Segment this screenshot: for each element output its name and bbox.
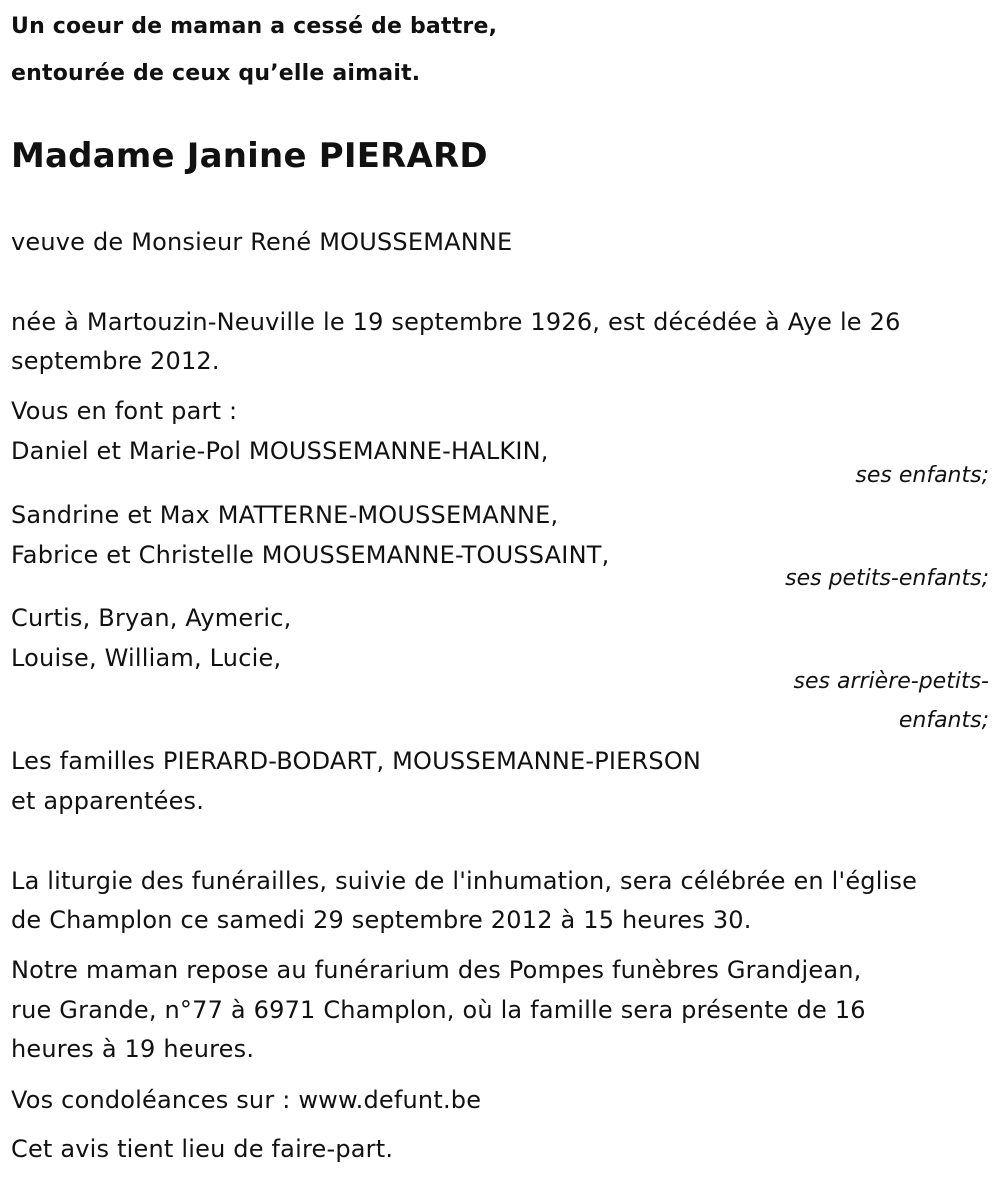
closing-line: Cet avis tient lieu de faire-part. — [11, 1135, 394, 1163]
families-line-1: Les familles PIERARD-BODART, MOUSSEMANNE-PIERSON — [11, 747, 702, 775]
families-line-2: et apparentées. — [11, 787, 205, 815]
great-grandchildren-role-1: ses arrière-petits- — [793, 669, 989, 694]
grandchildren-line-1: Sandrine et Max MATTERNE-MOUSSEMANNE, — [11, 501, 559, 529]
condolences-line: Vos condoléances sur : www.defunt.be — [11, 1086, 482, 1114]
great-grandchildren-line-2: Louise, William, Lucie, — [11, 644, 282, 672]
rest-line-2: rue Grande, n°77 à 6971 Champlon, où la famille sera présente de 16 — [11, 996, 866, 1024]
deceased-name: Madame Janine PIERARD — [11, 136, 488, 176]
liturgy-line-2: de Champlon ce samedi 29 septembre 2012 à 15 heures 30. — [11, 906, 752, 934]
birth-death-line-2: septembre 2012. — [11, 347, 220, 375]
spouse-line: veuve de Monsieur René MOUSSEMANNE — [11, 228, 513, 256]
children-role: ses enfants; — [855, 463, 989, 488]
great-grandchildren-line-1: Curtis, Bryan, Aymeric, — [11, 604, 292, 632]
announcement-intro: Vous en font part : — [11, 397, 238, 425]
liturgy-line-1: La liturgie des funérailles, suivie de l'inhumation, sera célébrée en l'église — [11, 867, 918, 895]
grandchildren-line-2: Fabrice et Christelle MOUSSEMANNE-TOUSSAINT, — [11, 541, 610, 569]
children-line: Daniel et Marie-Pol MOUSSEMANNE-HALKIN, — [11, 437, 549, 465]
birth-death-line-1: née à Martouzin-Neuville le 19 septembre 1926, est décédée à Aye le 26 — [11, 308, 901, 336]
intro-line-2: entourée de ceux qu’elle aimait. — [11, 61, 421, 86]
great-grandchildren-role-2: enfants; — [898, 708, 989, 733]
intro-line-1: Un coeur de maman a cessé de battre, — [11, 14, 498, 39]
rest-line-1: Notre maman repose au funérarium des Pompes funèbres Grandjean, — [11, 956, 862, 984]
grandchildren-role: ses petits-enfants; — [785, 566, 989, 591]
rest-line-3: heures à 19 heures. — [11, 1035, 255, 1063]
